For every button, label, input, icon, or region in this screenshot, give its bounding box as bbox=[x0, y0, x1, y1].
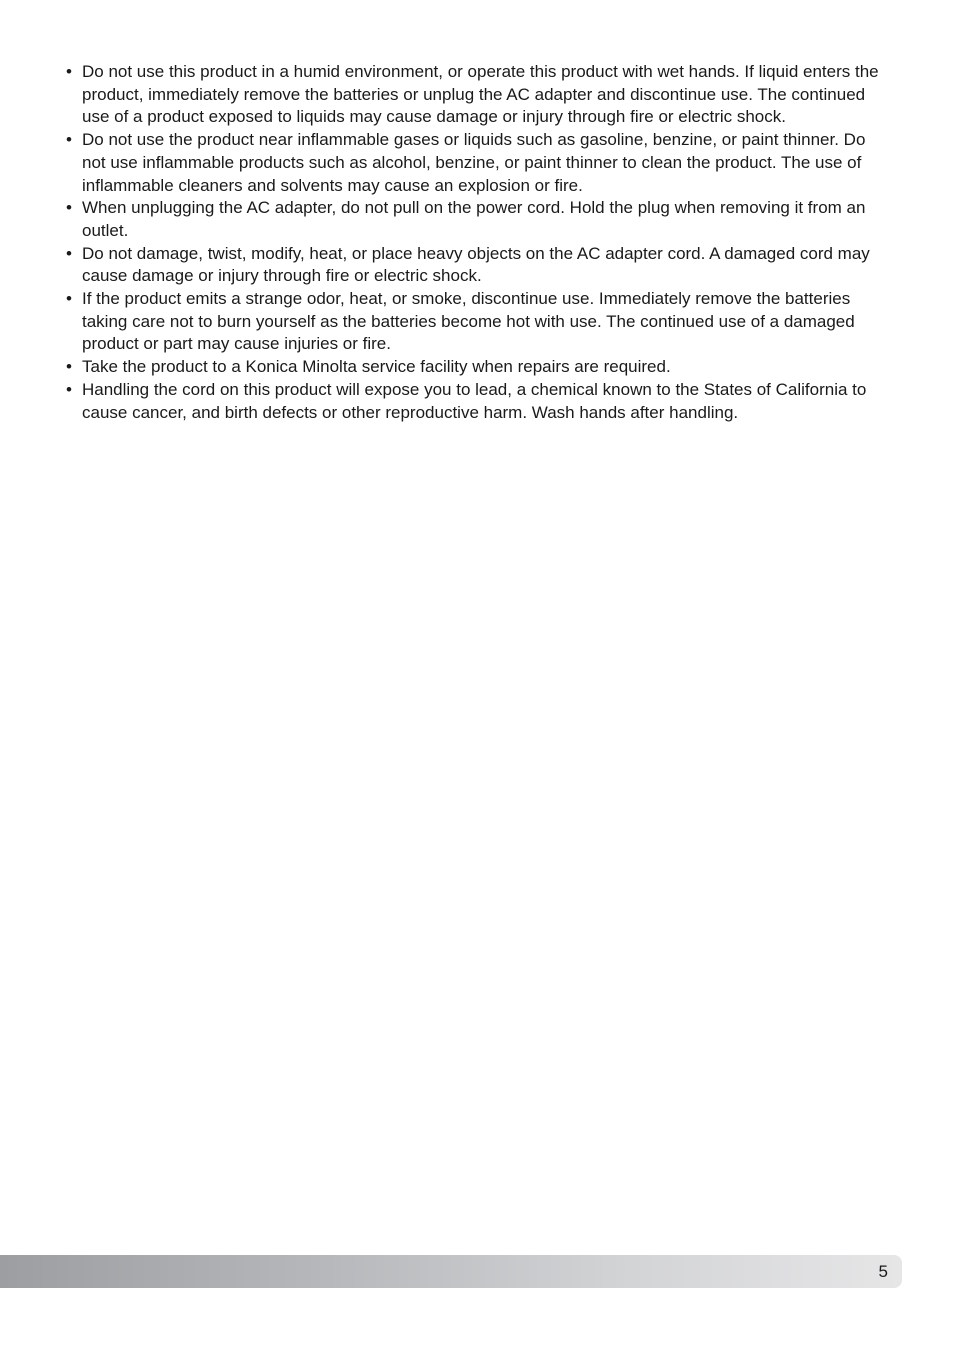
list-item bbox=[64, 379, 890, 424]
document-body bbox=[64, 61, 890, 424]
list-item bbox=[64, 356, 890, 379]
list-item-text: If the product emits a strange odor, heat, or smoke, discontinue use. Immediately remove the batteries taking care not to burn yourself as the batteries become hot with use. The continued use of a damaged product or part may cause injuries or fire. bbox=[82, 289, 855, 354]
list-item-text: Take the product to a Konica Minolta service facility when repairs are required. bbox=[82, 357, 671, 377]
list-item-text: Handling the cord on this product will expose you to lead, a chemical known to the States of California to cause cancer, and birth defects or other reproductive harm. Wash hands after handling. bbox=[82, 379, 867, 422]
bullet: • bbox=[66, 289, 72, 309]
list-item-text: When unplugging the AC adapter, do not pull on the power cord. Hold the plug when removing it from an outlet. bbox=[82, 198, 866, 240]
warnings-list bbox=[64, 61, 890, 424]
bullet: • bbox=[66, 130, 72, 150]
page-number: 5 bbox=[878, 1262, 888, 1281]
list-item bbox=[64, 243, 890, 288]
list-item-text: Do not use this product in a humid environment, or operate this product with wet hands. If liquid enters the product, immediately remove the batteries or unplug the AC adapter and discontinue use. The continued use of a product exposed to liquids may cause damage or injury through fire or electric shock. bbox=[82, 62, 879, 127]
bullet: • bbox=[66, 243, 72, 263]
footer-bar bbox=[0, 1255, 902, 1288]
list-item bbox=[64, 288, 890, 356]
list-item-text: Do not use the product near inflammable gases or liquids such as gasoline, benzine, or paint thinner. Do not use inflammable products such as alcohol, benzine, or paint thinner to clean the product. The use of inflammable cleaners and solvents may cause an explosion or fire. bbox=[82, 130, 866, 195]
list-item bbox=[64, 197, 890, 242]
bullet: • bbox=[66, 198, 72, 218]
list-item bbox=[64, 129, 890, 197]
list-item-text: Do not damage, twist, modify, heat, or place heavy objects on the AC adapter cord. A damaged cord may cause damage or injury through fire or electric shock. bbox=[82, 243, 870, 286]
bullet: • bbox=[66, 379, 72, 399]
bullet: • bbox=[66, 62, 72, 81]
list-item bbox=[64, 61, 890, 129]
bullet: • bbox=[66, 357, 72, 377]
